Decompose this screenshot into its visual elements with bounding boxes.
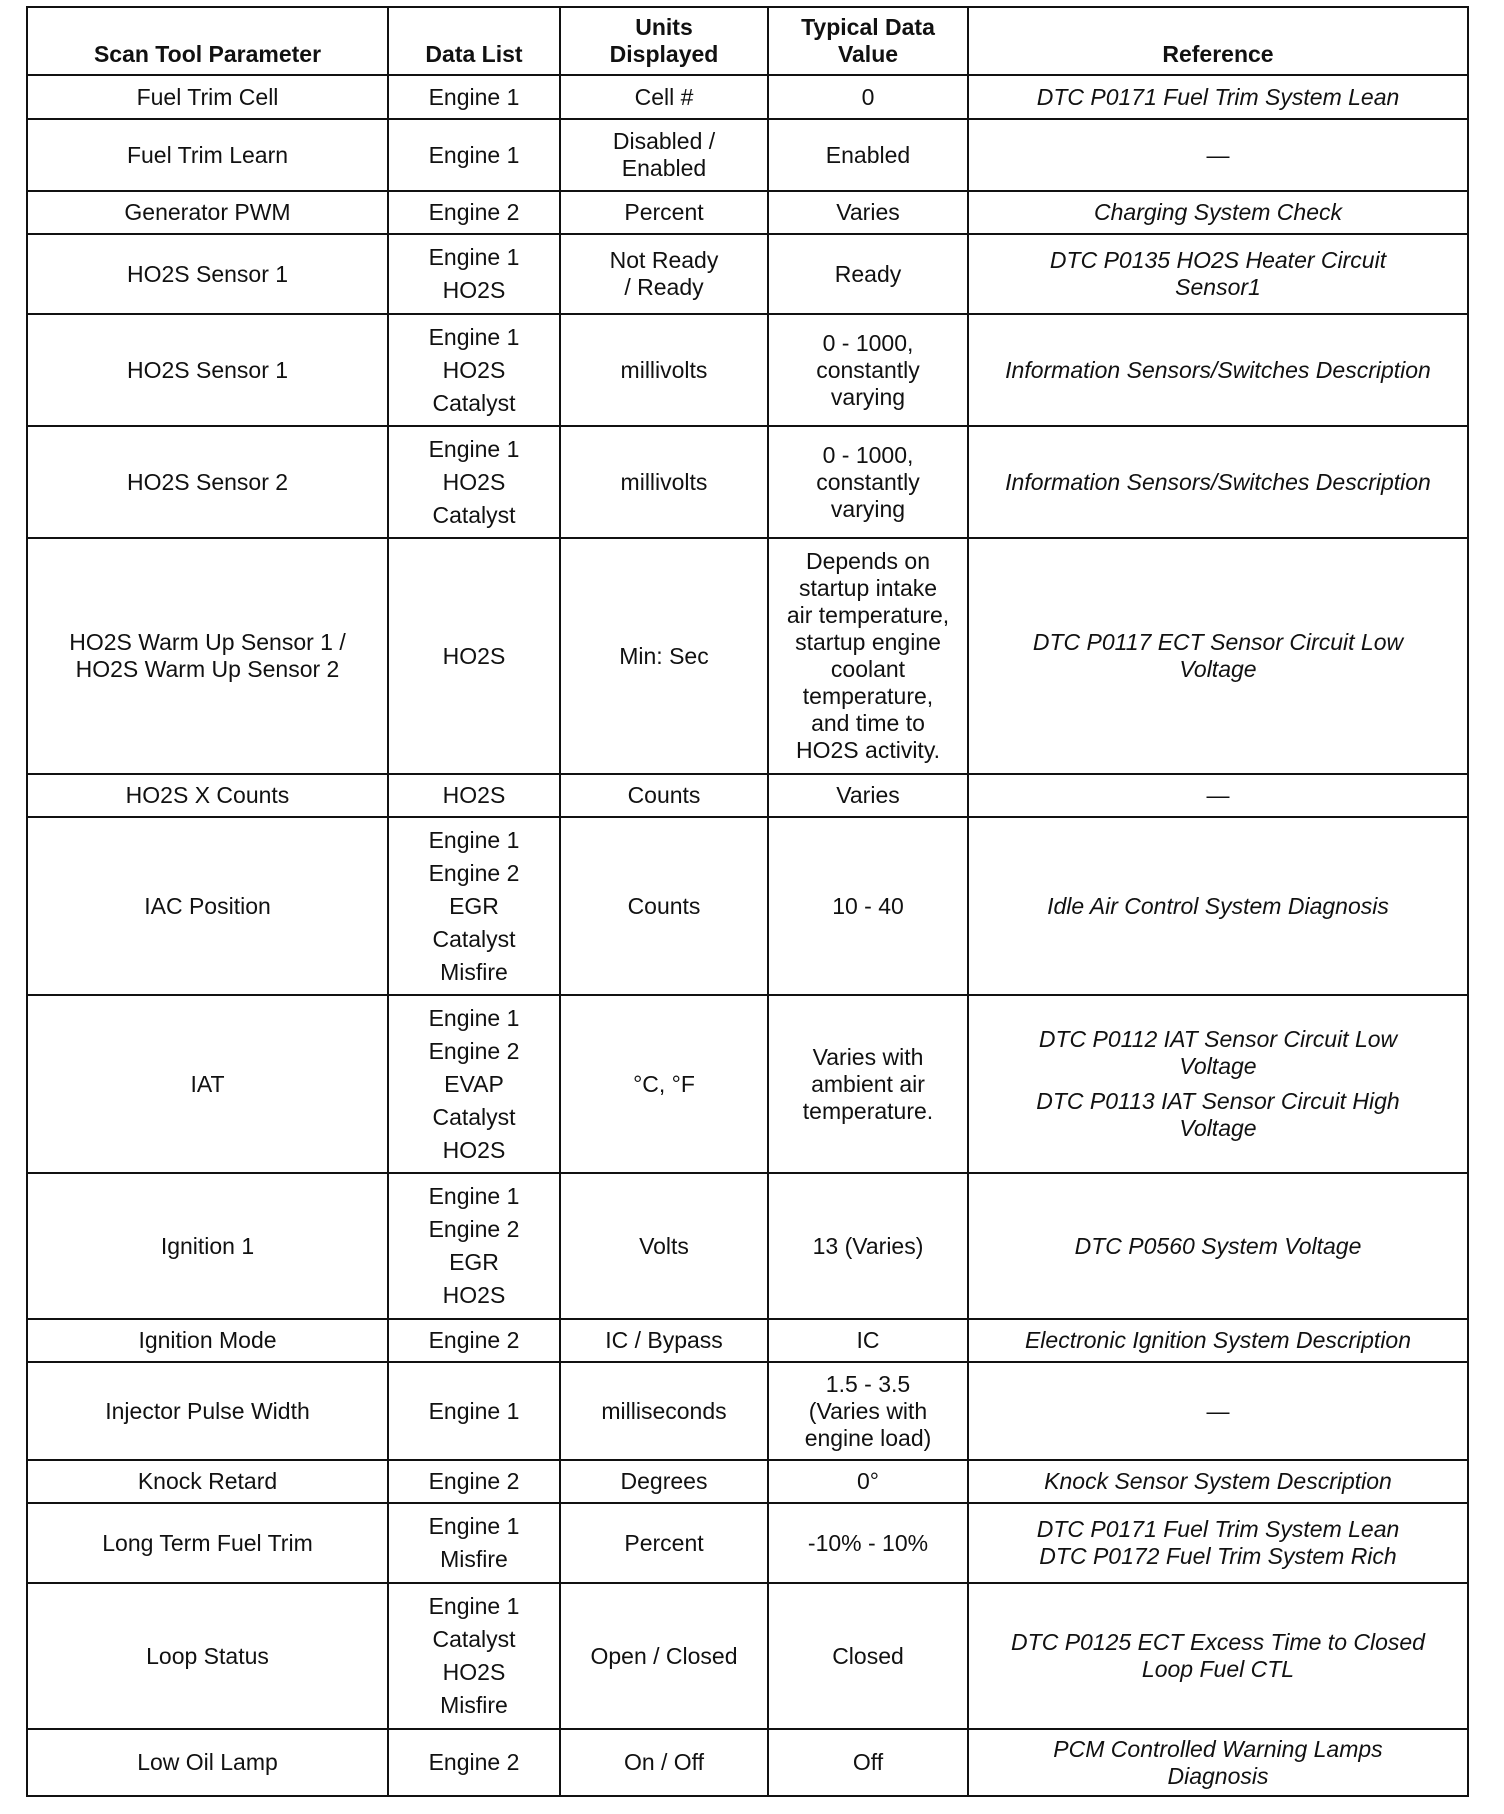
header-typical-text: Typical Data Value [801,14,935,67]
data-list-item: HO2S [442,277,506,303]
data-list-item: EGR [449,1249,499,1275]
data-list-item: Engine 2 [428,1749,520,1775]
cell-scan-tool-parameter: Loop Status [27,1583,388,1729]
header-typical-data-value [768,7,968,75]
cell-typical-data-value: 0° [768,1460,968,1503]
data-list-item: Misfire [440,958,508,985]
cell-typical-data-value: Off [768,1729,968,1796]
data-list-item: HO2S [442,468,506,495]
reference-text: PCM Controlled Warning Lamps Diagnosis [1053,1735,1383,1789]
cell-scan-tool-parameter: HO2S Warm Up Sensor 1 / HO2S Warm Up Sensor 2 [27,538,388,774]
cell-data-list [388,817,560,995]
cell-units-displayed: Counts [560,817,768,995]
cell-typical-data-value: 0 [768,75,968,119]
table-row [27,1583,1468,1729]
data-list-item: Engine 1 [428,1004,520,1031]
cell-units-displayed: Percent [560,1503,768,1583]
reference-text: DTC P0171 Fuel Trim System Lean [1036,83,1400,110]
table-row [27,817,1468,995]
cell-typical-data-value: 13 (Varies) [768,1173,968,1319]
data-list-item: Engine 2 [428,1327,520,1353]
data-list-item: Misfire [440,1692,508,1718]
table-row [27,234,1468,314]
data-list-item: Catalyst [432,389,516,416]
cell-scan-tool-parameter: Knock Retard [27,1460,388,1503]
data-list-item: Catalyst [432,1103,516,1130]
header-scan-tool-parameter: Scan Tool Parameter [27,7,388,75]
cell-typical-data-value: Enabled [768,119,968,191]
table-row [27,1173,1468,1319]
data-list-item: Engine 1 [428,435,520,462]
reference-text: DTC P0112 IAT Sensor Circuit Low Voltage [1038,1026,1398,1079]
table-row [27,1503,1468,1583]
cell-reference [968,314,1468,426]
table-row [27,75,1468,119]
table-row [27,119,1468,191]
cell-reference [968,995,1468,1173]
cell-typical-data-value: 10 - 40 [768,817,968,995]
reference-none-dash: — [1206,1397,1230,1424]
cell-units-displayed: Cell # [560,75,768,119]
cell-scan-tool-parameter: HO2S Sensor 2 [27,426,388,538]
cell-typical-data-value: Varies [768,191,968,234]
header-units-displayed [560,7,768,75]
data-list-item: HO2S [442,782,506,808]
table-row [27,1460,1468,1503]
cell-scan-tool-parameter: Long Term Fuel Trim [27,1503,388,1583]
header-reference: Reference [968,7,1468,75]
cell-typical-data-value: 1.5 - 3.5 (Varies with engine load) [768,1362,968,1460]
cell-reference [968,1460,1468,1503]
reference-text: DTC P0113 IAT Sensor Circuit High Voltage [1036,1088,1400,1141]
data-list-item: Engine 2 [428,1216,520,1242]
reference-text: DTC P0135 HO2S Heater Circuit Sensor1 [1049,247,1387,300]
table-row [27,1362,1468,1460]
cell-scan-tool-parameter: Generator PWM [27,191,388,234]
cell-reference [968,75,1468,119]
data-list-item: Engine 1 [428,244,520,270]
cell-scan-tool-parameter: IAT [27,995,388,1173]
cell-typical-data-value: -10% - 10% [768,1503,968,1583]
cell-units-displayed: Volts [560,1173,768,1319]
cell-reference [968,817,1468,995]
cell-typical-data-value: Ready [768,234,968,314]
cell-units-displayed: millivolts [560,314,768,426]
data-list-item: Engine 1 [428,826,520,853]
cell-data-list [388,538,560,774]
data-list-item: Engine 1 [428,323,520,350]
reference-text: Charging System Check [1094,199,1342,225]
data-list-item: Engine 1 [428,1183,520,1209]
cell-scan-tool-parameter: IAC Position [27,817,388,995]
cell-data-list [388,314,560,426]
cell-data-list [388,1729,560,1796]
cell-data-list [388,995,560,1173]
cell-units-displayed: Counts [560,774,768,817]
cell-data-list [388,1460,560,1503]
cell-units-displayed: °C, °F [560,995,768,1173]
cell-units-displayed: millivolts [560,426,768,538]
data-list-item: Catalyst [432,925,516,952]
table-row [27,1729,1468,1796]
table-row [27,1319,1468,1362]
reference-text: DTC P0125 ECT Excess Time to Closed Loop Fuel CTL [1011,1629,1425,1682]
cell-data-list [388,1583,560,1729]
cell-units-displayed: On / Off [560,1729,768,1796]
data-list-item: Engine 2 [428,199,520,225]
cell-data-list [388,426,560,538]
data-list-item: Engine 1 [428,1513,520,1539]
cell-scan-tool-parameter: HO2S Sensor 1 [27,314,388,426]
cell-units-displayed: IC / Bypass [560,1319,768,1362]
reference-text: Information Sensors/Switches Description [1005,468,1431,495]
cell-reference [968,1729,1468,1796]
cell-reference [968,774,1468,817]
cell-typical-data-value: Varies [768,774,968,817]
cell-units-displayed: Percent [560,191,768,234]
reference-text: Information Sensors/Switches Description [1005,356,1431,383]
cell-data-list [388,119,560,191]
cell-typical-data-value: Depends on startup intake air temperature, startup engine coolant temperature, and time to HO2S activity. [768,538,968,774]
cell-data-list [388,774,560,817]
cell-reference [968,426,1468,538]
cell-reference [968,1583,1468,1729]
cell-units-displayed: milliseconds [560,1362,768,1460]
table-row [27,538,1468,774]
reference-text: DTC P0560 System Voltage [1074,1232,1362,1259]
cell-scan-tool-parameter: Injector Pulse Width [27,1362,388,1460]
scan-tool-data-table [26,6,1469,1797]
cell-reference [968,1362,1468,1460]
data-list-item: Engine 2 [428,1037,520,1064]
header-units-text: Units Displayed [609,14,719,67]
table-row [27,314,1468,426]
data-list-item: Engine 1 [428,1397,520,1424]
cell-data-list [388,234,560,314]
cell-scan-tool-parameter: HO2S X Counts [27,774,388,817]
reference-text: Idle Air Control System Diagnosis [1047,892,1389,919]
cell-reference [968,1173,1468,1319]
data-list-item: Engine 2 [428,859,520,886]
cell-typical-data-value: Varies with ambient air temperature. [768,995,968,1173]
cell-reference [968,191,1468,234]
cell-data-list [388,1362,560,1460]
cell-scan-tool-parameter: Low Oil Lamp [27,1729,388,1796]
data-list-item: HO2S [442,1282,506,1308]
reference-text: Electronic Ignition System Description [1024,1327,1412,1353]
data-list-item: HO2S [442,356,506,383]
cell-data-list [388,191,560,234]
cell-data-list [388,1173,560,1319]
data-list-item: Engine 1 [428,141,520,168]
cell-typical-data-value: IC [768,1319,968,1362]
cell-data-list [388,1503,560,1583]
table-row [27,774,1468,817]
data-list-item: Engine 2 [428,1468,520,1494]
cell-scan-tool-parameter: Ignition Mode [27,1319,388,1362]
table-body [27,75,1468,1796]
cell-reference [968,538,1468,774]
data-list-item: EGR [449,892,499,919]
data-list-item: Catalyst [432,1626,516,1652]
cell-typical-data-value: 0 - 1000, constantly varying [768,314,968,426]
cell-typical-data-value: Closed [768,1583,968,1729]
data-list-item: EVAP [444,1070,504,1097]
cell-scan-tool-parameter: HO2S Sensor 1 [27,234,388,314]
reference-text: DTC P0117 ECT Sensor Circuit Low Voltage [1032,629,1404,682]
cell-reference [968,1503,1468,1583]
reference-text: Knock Sensor System Description [1044,1468,1392,1494]
cell-scan-tool-parameter: Fuel Trim Cell [27,75,388,119]
cell-data-list [388,75,560,119]
data-list-item: Misfire [440,1546,508,1572]
cell-units-displayed: Not Ready / Ready [560,234,768,314]
data-list-item: HO2S [442,1136,506,1163]
data-list-item: Engine 1 [428,83,520,110]
table-row [27,995,1468,1173]
cell-data-list [388,1319,560,1362]
data-list-item: HO2S [442,1659,506,1685]
table-header-row [27,7,1468,75]
cell-typical-data-value: 0 - 1000, constantly varying [768,426,968,538]
data-list-item: HO2S [442,642,506,669]
cell-units-displayed: Degrees [560,1460,768,1503]
reference-none-dash: — [1206,141,1230,168]
cell-reference [968,234,1468,314]
header-data-list: Data List [388,7,560,75]
table-row [27,191,1468,234]
cell-units-displayed: Disabled / Enabled [560,119,768,191]
reference-text: DTC P0171 Fuel Trim System Lean DTC P0172 Fuel Trim System Rich [1036,1516,1400,1569]
reference-none-dash: — [1206,782,1230,808]
table-row [27,426,1468,538]
cell-units-displayed: Min: Sec [560,538,768,774]
data-list-item: Engine 1 [428,1593,520,1619]
cell-reference [968,1319,1468,1362]
data-list-item: Catalyst [432,501,516,528]
cell-scan-tool-parameter: Fuel Trim Learn [27,119,388,191]
cell-units-displayed: Open / Closed [560,1583,768,1729]
cell-scan-tool-parameter: Ignition 1 [27,1173,388,1319]
cell-reference [968,119,1468,191]
